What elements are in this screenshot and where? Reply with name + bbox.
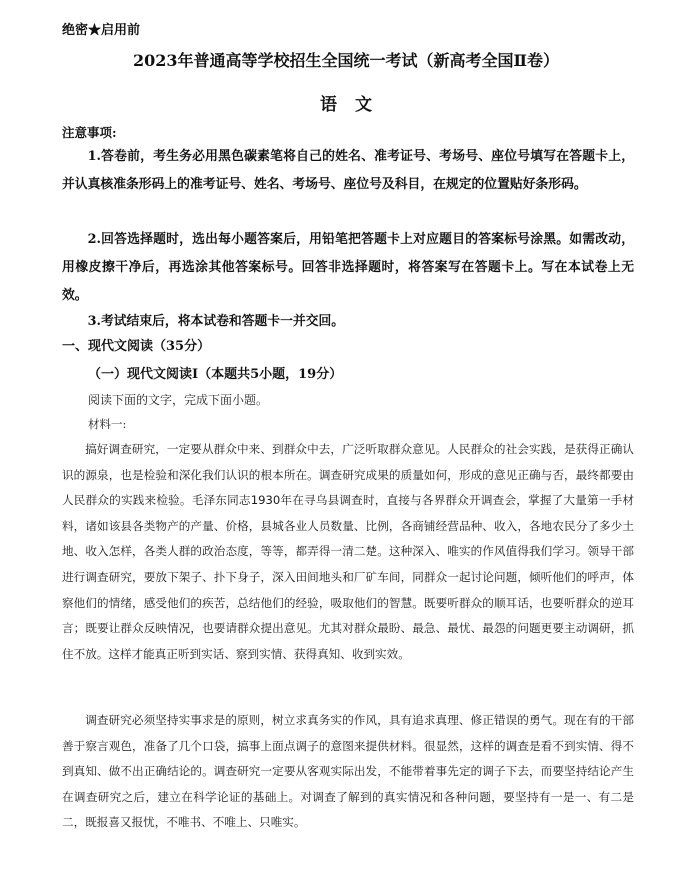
subsection-title: （一）现代文阅读Ⅰ（本题共5小题，19分）: [88, 367, 343, 382]
notice-item-3: 3.考试结束后，将本试卷和答题卡一并交回。: [87, 314, 345, 329]
material-paragraph-1: 搞好调查研究，一定要从群众中来、到群众中去，广泛听取群众意见。人民群众的社会实践，是获得正确认识的源泉，也是检验和深化我们认识的根本所在。调查研究成果的质量如何，形成的意见正确与否，最终都要由人民群众的实践来检验。毛泽东同志1930年在寻乌县调查时，直接与各界群众开调查会，掌握了大量第一手材料，诸如该县各类物产的产量、价格，县城各业人员数量、比例，各商铺经营品种、收入，各地农民分了多少土地、收入怎样，各类人群的政治态度，等等，都弄得一清二楚。这种深入、唯实的作风值得我们学习。领导干部进行调查研究，要放下架子、扑下身子，深入田间地头和厂矿车间，同群众一起讨论问题，倾听他们的呼声，体察他们的情绪，感受他们的疾苦，总结他们的经验，吸取他们的智慧。既要听群众的顺耳话，也要听群众的逆耳言；既要让群众反映情况，也要请群众提出意见。尤其对群众最盼、最急、最忧、最怨的问题更要主动调研，抓住不放。这样才能真正听到实话、察到实情、获得真知、收到实效。: [62, 442, 634, 661]
material-label: 材料一:: [88, 417, 127, 431]
material-paragraph-2: 调查研究必须坚持实事求是的原则，树立求真务实的作风，具有追求真理、修正错误的勇气。现在有的干部善于察言观色，准备了几个口袋，搞事上面点调子的意图来提供材料。很显然，这样的调查是看不到实情、得不到真知、做不出正确结论的。调查研究一定要从客观实际出发，不能带着事先定的调子下去，而要坚持结论产生在调查研究之后，建立在科学论证的基础上。对调查了解到的真实情况和各种问题，要坚持有一是一、有二是二，既报喜又报忧，不唯书、不唯上、只唯实。: [62, 713, 634, 830]
reading-instruction: 阅读下面的文字，完成下面小题。: [88, 393, 269, 407]
subject-title: 语文: [320, 95, 390, 115]
section-title: 一、现代文阅读（35分）: [62, 339, 211, 354]
notice-item-2: 2.回答选择题时，选出每小题答案后，用铅笔把答题卡上对应题目的答案标号涂黑。如需改动，用橡皮擦干净后，再选涂其他答案标号。回答非选择题时，将答案写在答题卡上。写在本试卷上无效。: [62, 232, 634, 303]
notice-heading: 注意事项:: [62, 125, 117, 140]
notice-item-1: 1.答卷前，考生务必用黑色碳素笔将自己的姓名、准考证号、考场号、座位号填写在答题卡上，并认真核准条形码上的准考证号、姓名、考场号、座位号及科目，在规定的位置贴好条形码。: [62, 149, 634, 192]
secret-mark: 绝密★启用前: [62, 23, 141, 38]
exam-title: 2023年普通高等学校招生全国统一考试（新高考全国Ⅱ卷）: [132, 51, 560, 70]
